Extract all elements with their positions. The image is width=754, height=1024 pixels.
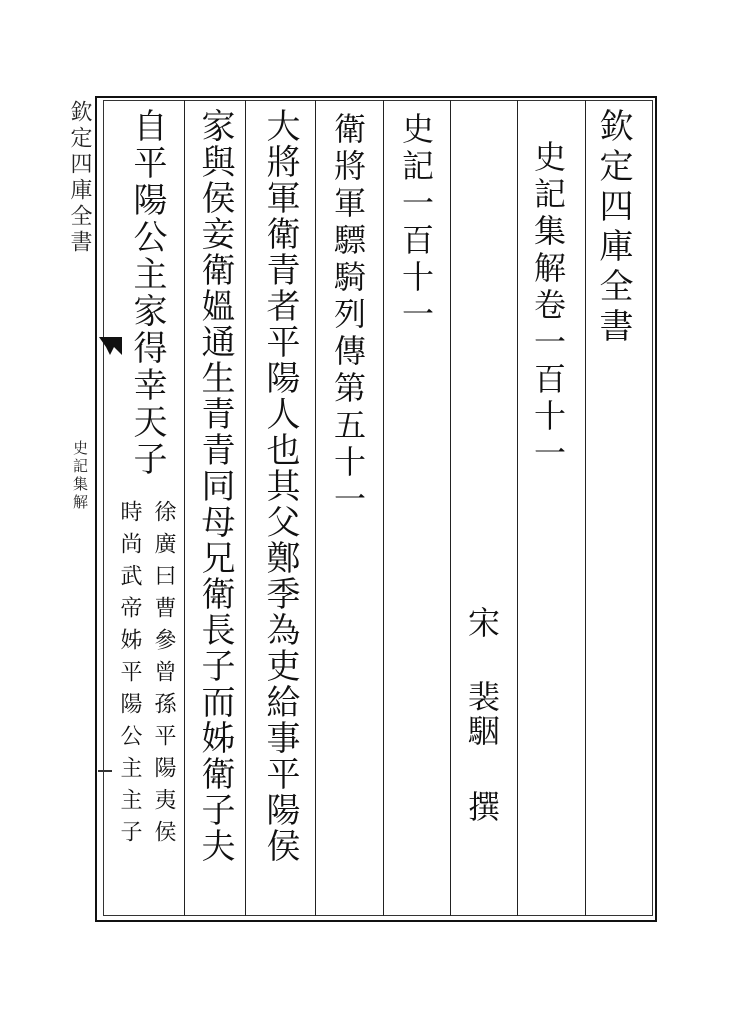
annotation-right: 徐廣曰曹參曾孫平陽夷侯 — [151, 500, 176, 852]
column-rule — [517, 100, 518, 916]
body-line-3: 自平陽公主家得幸天子 — [127, 108, 167, 478]
page-inner-frame — [103, 100, 653, 916]
body-line-2: 家與侯妾衛媼通生青青同母兄衛長子而姊衛子夫 — [195, 108, 235, 864]
column-rule — [245, 100, 246, 916]
column-rule — [184, 100, 185, 916]
siku-title: 欽定四庫全書 — [593, 108, 633, 348]
author-name: 裴駰 — [463, 680, 501, 748]
column-rule — [315, 100, 316, 916]
side-label: 史記集解 — [71, 440, 89, 512]
author-action: 撰 — [463, 790, 501, 827]
author-dynasty: 宋 — [463, 606, 501, 643]
page-mark — [98, 770, 112, 772]
column-rule — [450, 100, 451, 916]
chapter-title: 衛將軍驃騎列傳第五十一 — [329, 112, 367, 519]
volume-title: 史記集解卷一百十一 — [529, 140, 567, 473]
section-title: 史記一百十一 — [397, 112, 435, 334]
edge-title: 欽定四庫全書 — [67, 100, 92, 256]
fishtail-mark-icon — [98, 335, 124, 357]
body-line-1: 大將軍衛青者平陽人也其父鄭季為吏給事平陽侯 — [260, 108, 300, 864]
annotation-left: 時尚武帝姊平陽公主主子 — [117, 500, 142, 852]
column-rule — [383, 100, 384, 916]
column-rule — [585, 100, 586, 916]
